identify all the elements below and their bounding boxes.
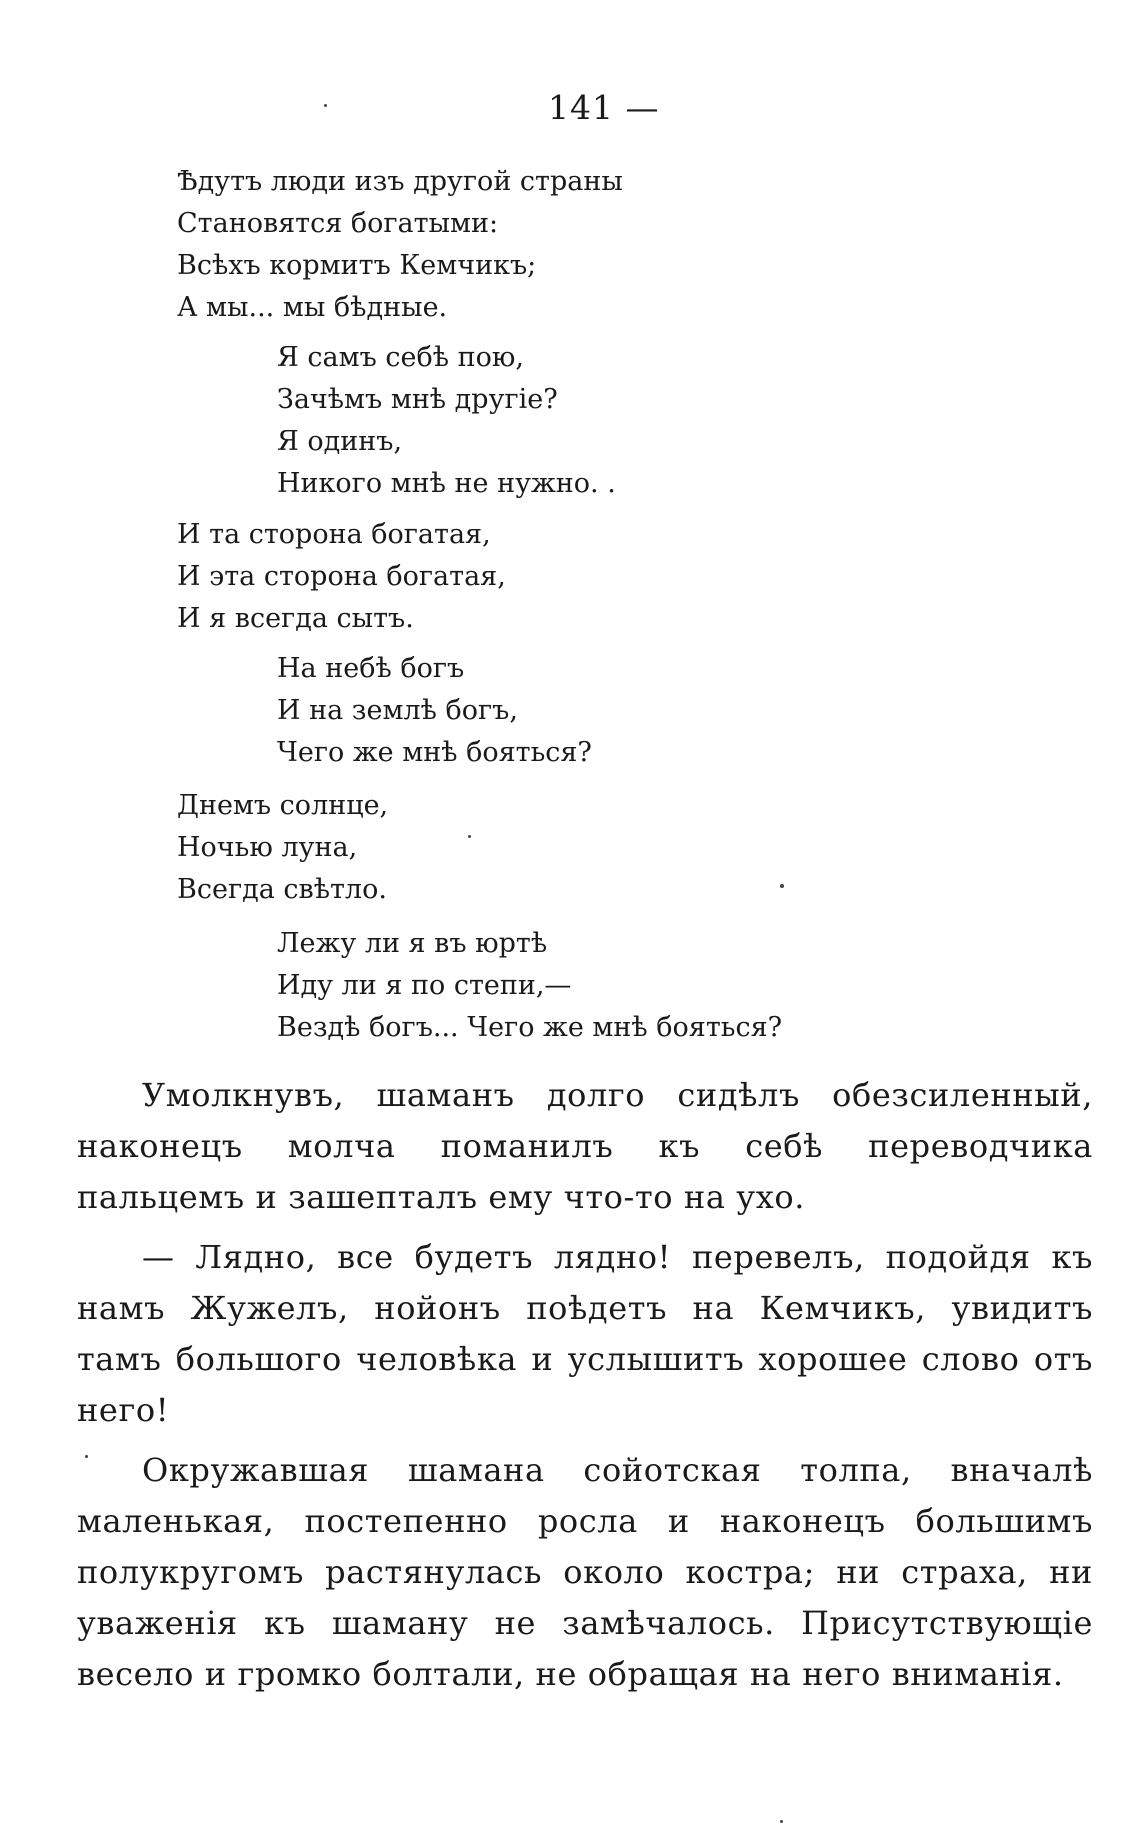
verse-line: И я всегда сытъ.	[177, 603, 414, 634]
verse-line: Днемъ солнце,	[177, 790, 389, 821]
stanza-3	[177, 514, 506, 640]
stanza-1	[177, 161, 623, 329]
stanza-6	[277, 923, 782, 1049]
paragraph: Умолкнувъ, шаманъ долго сидѣлъ обезсиленный, наконецъ молча поманилъ къ себѣ переводчика пальцемъ и зашепталъ ему что-то на ухо.	[77, 1076, 1093, 1216]
verse-line: А мы... мы бѣдные.	[177, 292, 448, 323]
verse-line: И та сторона богатая,	[177, 519, 491, 550]
stanza-2	[277, 337, 616, 505]
verse-line: Иду ли я по степи,—	[277, 970, 572, 1001]
verse-line: На небѣ богъ	[277, 653, 465, 684]
verse-line: Ѣдутъ люди изъ другой страны	[177, 166, 623, 197]
print-speck	[85, 1455, 88, 1458]
verse-line: Лежу ли я въ юртѣ	[277, 928, 548, 959]
verse-line: Ночью луна,	[177, 832, 358, 863]
print-speck	[324, 104, 327, 107]
paragraph: Окружавшая шамана сойотская толпа, вначалѣ маленькая, постепенно росла и наконецъ большимъ полукругомъ растянулась около костра; ни страха, ни уваженія къ шаману не замѣчалось. Присутствующіе весело и громко болтали, не обращая на него вниманія.	[77, 1451, 1093, 1693]
verse-line: Никого мнѣ не нужно. .	[277, 468, 616, 499]
verse-line: Я самъ себѣ пою,	[277, 342, 524, 373]
verse-line: И на землѣ богъ,	[277, 695, 518, 726]
prose-text	[77, 1070, 1093, 1700]
verse-line: Чего же мнѣ бояться?	[277, 737, 592, 768]
stanza-4	[277, 648, 592, 774]
verse-line: Становятся богатыми:	[177, 208, 499, 239]
stanza-5	[177, 785, 388, 911]
print-speck	[468, 835, 471, 838]
verse-line: Зачѣмъ мнѣ другіе?	[277, 384, 558, 415]
page-number: 141 —	[548, 88, 660, 127]
print-speck	[780, 884, 784, 888]
verse-line: Вездѣ богъ... Чего же мнѣ бояться?	[277, 1012, 783, 1043]
verse-line: Всегда свѣтло.	[177, 874, 387, 905]
verse-line: Я одинъ,	[277, 426, 403, 457]
print-speck	[780, 1820, 783, 1823]
paragraph: — Лядно, все будетъ лядно! перевелъ, подойдя къ намъ Жужелъ, нойонъ поѣдетъ на Кемчикъ, увидитъ тамъ большого человѣка и услышитъ хорошее слово отъ него!	[77, 1238, 1093, 1429]
verse-line: Всѣхъ кормитъ Кемчикъ;	[177, 250, 537, 281]
verse-line: И эта сторона богатая,	[177, 561, 506, 592]
